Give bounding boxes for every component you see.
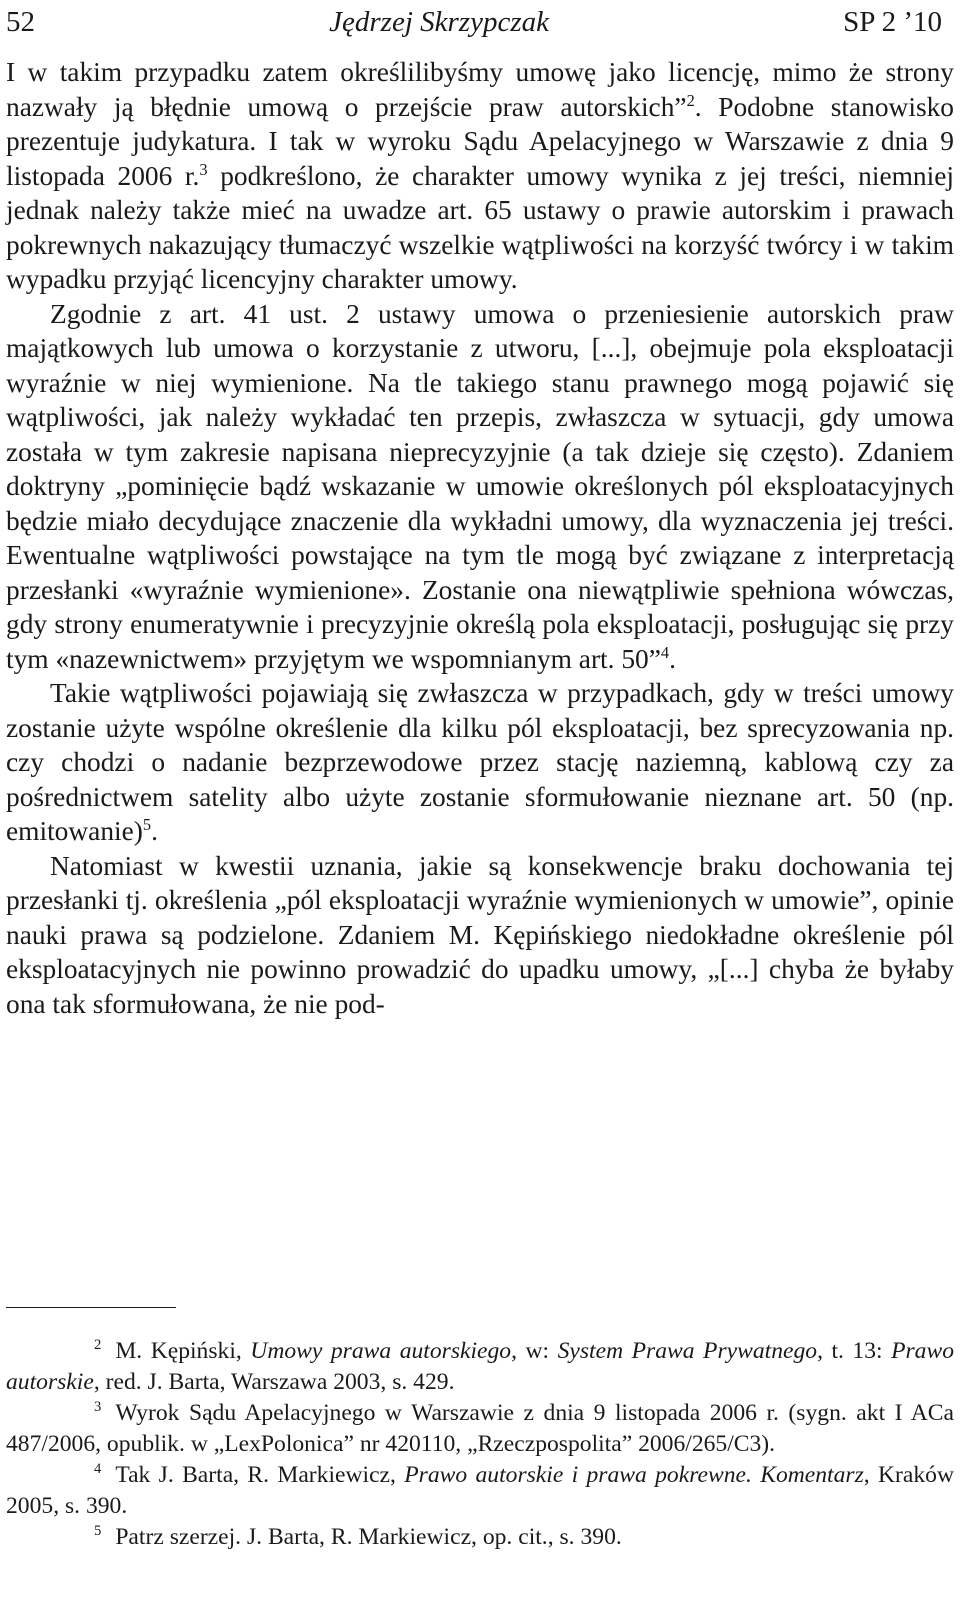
paragraph-text: . Podobne stanowisko prezentuje judykatura. I tak w wyroku Sądu Apelacyjnego w Warszawie z dnia 9 listopada 2006 r. bbox=[6, 91, 954, 191]
footnote-title: Umowy prawa autorskiego bbox=[250, 1338, 512, 1364]
footnote-title: System Prawa Prywatnego bbox=[557, 1338, 818, 1364]
footnote-text: Patrz szerzej. J. Barta, R. Markiewicz, op. cit., s. 390. bbox=[115, 1524, 622, 1550]
paragraph-1 bbox=[6, 55, 954, 297]
footnote-text: , w: bbox=[511, 1338, 558, 1364]
main-text bbox=[6, 55, 954, 1021]
footnote-title: Prawo autorskie bbox=[6, 1338, 955, 1395]
paragraph-text: Natomiast w kwestii uznania, jakie są konsekwencje braku dochowania tej przesłanki tj. określenia „pól eksploatacji wyraźnie wymienionych w umowie”, opinie nauki prawa są podzielone. Zdaniem M. Kępińskiego niedokładne określenie pól eksploatacyjnych nie powinno prowadzić do upadku umowy, „[...] chyba że byłaby ona tak sformułowana, że nie pod- bbox=[6, 850, 954, 1019]
paragraph-4 bbox=[6, 849, 954, 1022]
footnote-ref-4[interactable]: 4 bbox=[660, 642, 670, 662]
page-number: 52 bbox=[6, 6, 35, 38]
running-author: Jędrzej Skrzypczak bbox=[329, 6, 549, 38]
footnote-ref-3[interactable]: 3 bbox=[199, 159, 208, 179]
journal-issue: SP 2 ’10 bbox=[843, 6, 942, 38]
footnote-ref-5[interactable]: 5 bbox=[142, 814, 152, 834]
footnote-5: 5 Patrz szerzej. J. Barta, R. Markiewicz, op. cit., s. 390. bbox=[94, 1523, 622, 1550]
paragraph-text: I w takim przypadku zatem określilibyśmy umowę jako licencję, mimo że strony nazwały ją błędnie umową o przejście praw autorskich” bbox=[6, 57, 954, 122]
footnote-text: , red. J. Barta, Warszawa 2003, s. 429. bbox=[93, 1369, 455, 1395]
paragraph-text: . bbox=[151, 816, 158, 846]
footnote-2: 2 M. Kępiński, Umowy prawa autorskiego, w: System Prawa Prywatnego, t. 13: Prawo autorskie, red. J. Barta, Warszawa 2003, s. 429. bbox=[6, 1337, 955, 1395]
footnote-4: 4 Tak J. Barta, R. Markiewicz, Prawo autorskie i prawa pokrewne. Komentarz, Kraków 2005, s. 390. bbox=[6, 1461, 955, 1519]
footnote-text: , t. 13: bbox=[817, 1338, 892, 1364]
footnote-ref-2[interactable]: 2 bbox=[686, 90, 695, 110]
footnote-text: Tak J. Barta, R. Markiewicz, bbox=[115, 1462, 405, 1488]
footnote-text: Wyrok Sądu Apelacyjnego w Warszawie z dnia 9 listopada 2006 r. (sygn. akt I ACa 487/2006, opublik. w „LexPolonica” nr 420110, „Rzeczpospolita” 2006/265/C3). bbox=[6, 1400, 954, 1457]
footnotes bbox=[6, 1336, 954, 1553]
footnote-text: , Kraków 2005, s. 390. bbox=[6, 1462, 955, 1519]
paragraph-text: Zgodnie z art. 41 ust. 2 ustawy umowa o przeniesienie autorskich praw majątkowych lub umowa o korzystanie z utworu, [...], obejmuje pola eksploatacji wyraźnie w niej wymienione. Na tle takiego stanu prawnego mogą pojawić się wątpliwości, jak należy wykładać ten przepis, zwłaszcza w sytuacji, gdy umowa została w tym zakresie napisana nieprecyzyjnie (a tak dzieje się często). Zdaniem doktryny „pominięcie bądź wskazanie w umowie określonych pól eksploatacyjnych będzie miało decydujące znaczenie dla wykładni umowy, dla wyznaczenia jej treści. Ewentualne wątpliwości powstające na tym tle mogą być związane z interpretacją przesłanki «wyraźnie wymienione». Zostanie ona niewątpliwie spełniona wówczas, gdy strony enumeratywnie i precyzyjnie określą pola eksploatacji, posługując się przy tym «nazewnictwem» przyjętym we wspomnianym art. 50” bbox=[6, 298, 954, 674]
paragraph-text: podkreślono, że charakter umowy wynika z jej treści, niemniej jednak należy także mieć na uwadze art. 65 ustawy o prawie autorskim i prawach pokrewnych nakazujący tłumaczyć wszelkie wątpliwości na korzyść twórcy i w takim wypadku przyjąć licencyjny charakter umowy. bbox=[6, 160, 954, 294]
footnote-title: Prawo autorskie i prawa pokrewne. Komentarz bbox=[404, 1462, 864, 1488]
paragraph-text: Takie wątpliwości pojawiają się zwłaszcza w przypadkach, gdy w treści umowy zostanie użyte wspólne określenie dla kilku pól eksploatacji, bez sprecyzowania np. czy chodzi o nadanie bezprzewodowe przez stację naziemną, kablową czy za pośrednictwem satelity albo użyte zostanie sformułowanie nieznane art. 50 (np. emitowanie) bbox=[6, 678, 954, 846]
running-header bbox=[6, 4, 942, 40]
paragraph-text: . bbox=[669, 643, 676, 674]
paragraph-2 bbox=[6, 297, 954, 677]
footnote-3: 3 Wyrok Sądu Apelacyjnego w Warszawie z dnia 9 listopada 2006 r. (sygn. akt I ACa 487/2006, opublik. w „LexPolonica” nr 420110, „Rzeczpospolita” 2006/265/C3). bbox=[6, 1399, 954, 1457]
footnote-separator bbox=[6, 1307, 176, 1308]
paragraph-3 bbox=[6, 676, 954, 849]
footnote-text: M. Kępiński, bbox=[115, 1338, 251, 1364]
